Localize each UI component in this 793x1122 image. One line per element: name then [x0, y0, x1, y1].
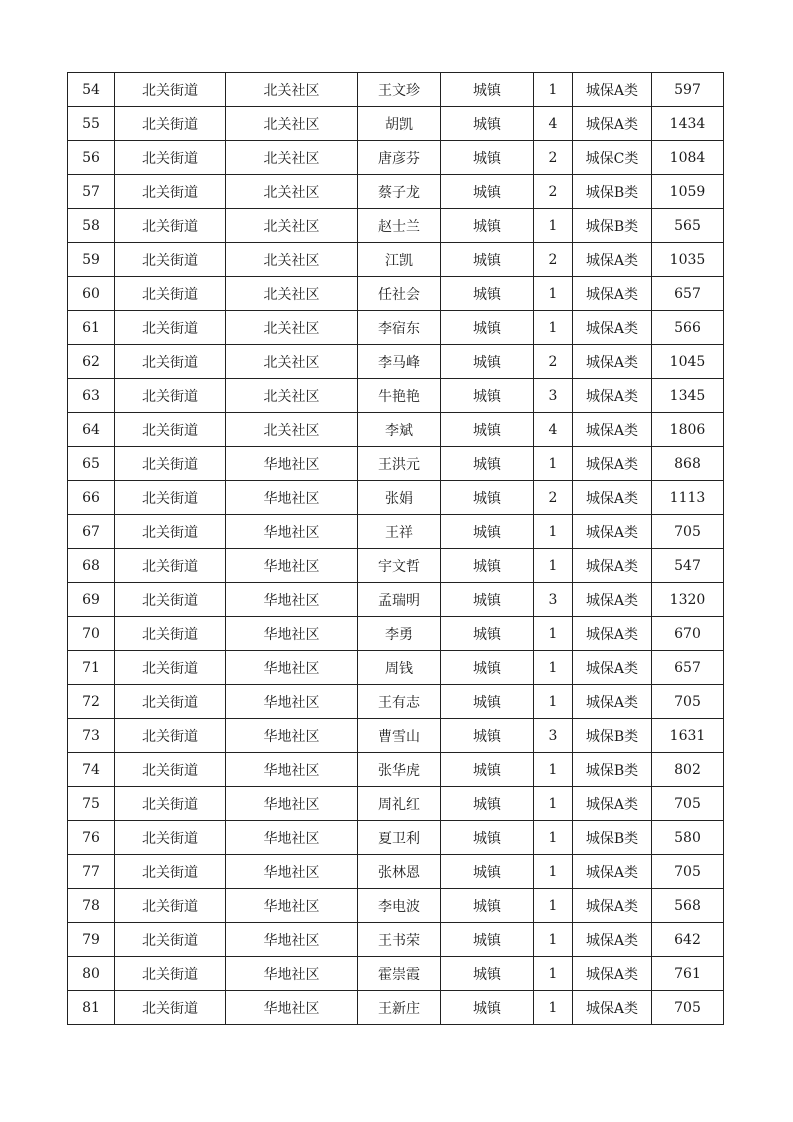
subdistrict-cell: 北关街道 — [115, 583, 226, 617]
subdistrict-cell: 北关街道 — [115, 515, 226, 549]
data-table — [67, 72, 724, 1025]
community-cell: 华地社区 — [226, 855, 358, 889]
area-type-cell: 城镇 — [441, 685, 534, 719]
subdistrict-cell: 北关街道 — [115, 685, 226, 719]
community-cell: 华地社区 — [226, 617, 358, 651]
area-type-cell: 城镇 — [441, 73, 534, 107]
subdistrict-cell: 北关街道 — [115, 175, 226, 209]
name-cell: 蔡子龙 — [358, 175, 441, 209]
subdistrict-cell: 北关街道 — [115, 209, 226, 243]
category-cell: 城保A类 — [573, 73, 652, 107]
area-type-cell: 城镇 — [441, 651, 534, 685]
row-number-cell: 74 — [68, 753, 115, 787]
row-number-cell: 75 — [68, 787, 115, 821]
table-row — [68, 855, 724, 889]
name-cell: 王祥 — [358, 515, 441, 549]
area-type-cell: 城镇 — [441, 889, 534, 923]
amount-cell: 1434 — [652, 107, 724, 141]
subdistrict-cell: 北关街道 — [115, 481, 226, 515]
row-number-cell: 56 — [68, 141, 115, 175]
table-row — [68, 889, 724, 923]
name-cell: 李斌 — [358, 413, 441, 447]
subdistrict-cell: 北关街道 — [115, 753, 226, 787]
household-size-cell: 1 — [534, 787, 573, 821]
table-row — [68, 447, 724, 481]
subdistrict-cell: 北关街道 — [115, 787, 226, 821]
category-cell: 城保B类 — [573, 719, 652, 753]
table-row — [68, 991, 724, 1025]
row-number-cell: 78 — [68, 889, 115, 923]
category-cell: 城保A类 — [573, 481, 652, 515]
subdistrict-cell: 北关街道 — [115, 379, 226, 413]
category-cell: 城保A类 — [573, 583, 652, 617]
row-number-cell: 76 — [68, 821, 115, 855]
area-type-cell: 城镇 — [441, 175, 534, 209]
row-number-cell: 72 — [68, 685, 115, 719]
household-size-cell: 1 — [534, 821, 573, 855]
name-cell: 赵士兰 — [358, 209, 441, 243]
row-number-cell: 65 — [68, 447, 115, 481]
household-size-cell: 1 — [534, 855, 573, 889]
amount-cell: 1631 — [652, 719, 724, 753]
household-size-cell: 1 — [534, 889, 573, 923]
category-cell: 城保A类 — [573, 277, 652, 311]
household-size-cell: 1 — [534, 209, 573, 243]
row-number-cell: 71 — [68, 651, 115, 685]
subdistrict-cell: 北关街道 — [115, 447, 226, 481]
name-cell: 王书荣 — [358, 923, 441, 957]
row-number-cell: 57 — [68, 175, 115, 209]
table-row — [68, 107, 724, 141]
table-row — [68, 311, 724, 345]
community-cell: 华地社区 — [226, 515, 358, 549]
row-number-cell: 58 — [68, 209, 115, 243]
category-cell: 城保A类 — [573, 685, 652, 719]
name-cell: 李马峰 — [358, 345, 441, 379]
amount-cell: 566 — [652, 311, 724, 345]
name-cell: 周钱 — [358, 651, 441, 685]
area-type-cell: 城镇 — [441, 957, 534, 991]
area-type-cell: 城镇 — [441, 923, 534, 957]
category-cell: 城保A类 — [573, 447, 652, 481]
subdistrict-cell: 北关街道 — [115, 923, 226, 957]
row-number-cell: 55 — [68, 107, 115, 141]
amount-cell: 547 — [652, 549, 724, 583]
row-number-cell: 73 — [68, 719, 115, 753]
community-cell: 北关社区 — [226, 175, 358, 209]
area-type-cell: 城镇 — [441, 311, 534, 345]
subdistrict-cell: 北关街道 — [115, 277, 226, 311]
community-cell: 华地社区 — [226, 583, 358, 617]
area-type-cell: 城镇 — [441, 243, 534, 277]
category-cell: 城保B类 — [573, 821, 652, 855]
subdistrict-cell: 北关街道 — [115, 311, 226, 345]
subdistrict-cell: 北关街道 — [115, 651, 226, 685]
row-number-cell: 67 — [68, 515, 115, 549]
name-cell: 宇文哲 — [358, 549, 441, 583]
amount-cell: 705 — [652, 855, 724, 889]
community-cell: 北关社区 — [226, 209, 358, 243]
amount-cell: 705 — [652, 515, 724, 549]
area-type-cell: 城镇 — [441, 753, 534, 787]
household-size-cell: 4 — [534, 413, 573, 447]
category-cell: 城保A类 — [573, 413, 652, 447]
household-size-cell: 2 — [534, 481, 573, 515]
household-size-cell: 3 — [534, 719, 573, 753]
subdistrict-cell: 北关街道 — [115, 821, 226, 855]
amount-cell: 705 — [652, 787, 724, 821]
name-cell: 曹雪山 — [358, 719, 441, 753]
amount-cell: 657 — [652, 277, 724, 311]
row-number-cell: 81 — [68, 991, 115, 1025]
category-cell: 城保A类 — [573, 345, 652, 379]
row-number-cell: 63 — [68, 379, 115, 413]
household-size-cell: 3 — [534, 379, 573, 413]
household-size-cell: 1 — [534, 923, 573, 957]
category-cell: 城保B类 — [573, 753, 652, 787]
household-size-cell: 1 — [534, 515, 573, 549]
amount-cell: 580 — [652, 821, 724, 855]
category-cell: 城保A类 — [573, 243, 652, 277]
category-cell: 城保B类 — [573, 209, 652, 243]
amount-cell: 565 — [652, 209, 724, 243]
table-row — [68, 209, 724, 243]
table-row — [68, 787, 724, 821]
amount-cell: 705 — [652, 685, 724, 719]
row-number-cell: 64 — [68, 413, 115, 447]
category-cell: 城保A类 — [573, 107, 652, 141]
subdistrict-cell: 北关街道 — [115, 617, 226, 651]
area-type-cell: 城镇 — [441, 719, 534, 753]
row-number-cell: 69 — [68, 583, 115, 617]
subdistrict-cell: 北关街道 — [115, 413, 226, 447]
category-cell: 城保B类 — [573, 175, 652, 209]
name-cell: 张华虎 — [358, 753, 441, 787]
area-type-cell: 城镇 — [441, 345, 534, 379]
name-cell: 周礼红 — [358, 787, 441, 821]
table-row — [68, 277, 724, 311]
table-row — [68, 923, 724, 957]
table-row — [68, 345, 724, 379]
household-size-cell: 1 — [534, 73, 573, 107]
row-number-cell: 70 — [68, 617, 115, 651]
household-size-cell: 1 — [534, 617, 573, 651]
row-number-cell: 60 — [68, 277, 115, 311]
household-size-cell: 3 — [534, 583, 573, 617]
table-row — [68, 549, 724, 583]
category-cell: 城保A类 — [573, 379, 652, 413]
amount-cell: 657 — [652, 651, 724, 685]
category-cell: 城保A类 — [573, 617, 652, 651]
community-cell: 华地社区 — [226, 957, 358, 991]
name-cell: 胡凯 — [358, 107, 441, 141]
name-cell: 王洪元 — [358, 447, 441, 481]
name-cell: 王文珍 — [358, 73, 441, 107]
area-type-cell: 城镇 — [441, 141, 534, 175]
amount-cell: 1345 — [652, 379, 724, 413]
household-size-cell: 1 — [534, 651, 573, 685]
table-row — [68, 141, 724, 175]
community-cell: 华地社区 — [226, 923, 358, 957]
category-cell: 城保A类 — [573, 855, 652, 889]
community-cell: 北关社区 — [226, 379, 358, 413]
amount-cell: 1806 — [652, 413, 724, 447]
household-size-cell: 2 — [534, 243, 573, 277]
household-size-cell: 1 — [534, 277, 573, 311]
subdistrict-cell: 北关街道 — [115, 345, 226, 379]
row-number-cell: 80 — [68, 957, 115, 991]
community-cell: 华地社区 — [226, 719, 358, 753]
category-cell: 城保A类 — [573, 515, 652, 549]
community-cell: 华地社区 — [226, 787, 358, 821]
area-type-cell: 城镇 — [441, 107, 534, 141]
table-row — [68, 73, 724, 107]
category-cell: 城保A类 — [573, 651, 652, 685]
row-number-cell: 77 — [68, 855, 115, 889]
community-cell: 北关社区 — [226, 141, 358, 175]
area-type-cell: 城镇 — [441, 617, 534, 651]
table-row — [68, 753, 724, 787]
category-cell: 城保A类 — [573, 957, 652, 991]
amount-cell: 642 — [652, 923, 724, 957]
table-row — [68, 617, 724, 651]
name-cell: 霍崇霞 — [358, 957, 441, 991]
subdistrict-cell: 北关街道 — [115, 549, 226, 583]
community-cell: 北关社区 — [226, 243, 358, 277]
amount-cell: 1084 — [652, 141, 724, 175]
household-size-cell: 1 — [534, 685, 573, 719]
community-cell: 华地社区 — [226, 753, 358, 787]
area-type-cell: 城镇 — [441, 821, 534, 855]
subdistrict-cell: 北关街道 — [115, 719, 226, 753]
area-type-cell: 城镇 — [441, 209, 534, 243]
community-cell: 华地社区 — [226, 481, 358, 515]
subdistrict-cell: 北关街道 — [115, 889, 226, 923]
amount-cell: 568 — [652, 889, 724, 923]
area-type-cell: 城镇 — [441, 855, 534, 889]
household-size-cell: 4 — [534, 107, 573, 141]
household-size-cell: 2 — [534, 141, 573, 175]
category-cell: 城保A类 — [573, 549, 652, 583]
name-cell: 李宿东 — [358, 311, 441, 345]
community-cell: 北关社区 — [226, 277, 358, 311]
amount-cell: 868 — [652, 447, 724, 481]
table-row — [68, 379, 724, 413]
amount-cell: 1113 — [652, 481, 724, 515]
amount-cell: 761 — [652, 957, 724, 991]
household-size-cell: 1 — [534, 447, 573, 481]
category-cell: 城保A类 — [573, 923, 652, 957]
row-number-cell: 62 — [68, 345, 115, 379]
community-cell: 华地社区 — [226, 991, 358, 1025]
table-row — [68, 651, 724, 685]
community-cell: 华地社区 — [226, 889, 358, 923]
row-number-cell: 54 — [68, 73, 115, 107]
household-size-cell: 1 — [534, 991, 573, 1025]
name-cell: 王新庄 — [358, 991, 441, 1025]
area-type-cell: 城镇 — [441, 583, 534, 617]
table-row — [68, 243, 724, 277]
community-cell: 华地社区 — [226, 821, 358, 855]
category-cell: 城保A类 — [573, 311, 652, 345]
table-row — [68, 413, 724, 447]
area-type-cell: 城镇 — [441, 549, 534, 583]
area-type-cell: 城镇 — [441, 413, 534, 447]
community-cell: 华地社区 — [226, 447, 358, 481]
name-cell: 任社会 — [358, 277, 441, 311]
amount-cell: 705 — [652, 991, 724, 1025]
table-row — [68, 481, 724, 515]
community-cell: 北关社区 — [226, 413, 358, 447]
subdistrict-cell: 北关街道 — [115, 855, 226, 889]
subdistrict-cell: 北关街道 — [115, 243, 226, 277]
category-cell: 城保A类 — [573, 787, 652, 821]
table-row — [68, 957, 724, 991]
name-cell: 李电波 — [358, 889, 441, 923]
row-number-cell: 61 — [68, 311, 115, 345]
name-cell: 张林恩 — [358, 855, 441, 889]
name-cell: 夏卫利 — [358, 821, 441, 855]
area-type-cell: 城镇 — [441, 787, 534, 821]
household-size-cell: 1 — [534, 753, 573, 787]
amount-cell: 802 — [652, 753, 724, 787]
subdistrict-cell: 北关街道 — [115, 107, 226, 141]
community-cell: 北关社区 — [226, 107, 358, 141]
household-size-cell: 2 — [534, 175, 573, 209]
area-type-cell: 城镇 — [441, 991, 534, 1025]
table-row — [68, 719, 724, 753]
row-number-cell: 66 — [68, 481, 115, 515]
subdistrict-cell: 北关街道 — [115, 957, 226, 991]
table-row — [68, 821, 724, 855]
table-row — [68, 685, 724, 719]
area-type-cell: 城镇 — [441, 447, 534, 481]
household-size-cell: 1 — [534, 549, 573, 583]
amount-cell: 1035 — [652, 243, 724, 277]
name-cell: 王有志 — [358, 685, 441, 719]
amount-cell: 1045 — [652, 345, 724, 379]
category-cell: 城保C类 — [573, 141, 652, 175]
community-cell: 华地社区 — [226, 651, 358, 685]
table-row — [68, 515, 724, 549]
community-cell: 北关社区 — [226, 73, 358, 107]
table-row — [68, 175, 724, 209]
amount-cell: 1320 — [652, 583, 724, 617]
row-number-cell: 79 — [68, 923, 115, 957]
name-cell: 唐彦芬 — [358, 141, 441, 175]
name-cell: 孟瑞明 — [358, 583, 441, 617]
subdistrict-cell: 北关街道 — [115, 73, 226, 107]
subdistrict-cell: 北关街道 — [115, 141, 226, 175]
amount-cell: 670 — [652, 617, 724, 651]
row-number-cell: 68 — [68, 549, 115, 583]
row-number-cell: 59 — [68, 243, 115, 277]
name-cell: 江凯 — [358, 243, 441, 277]
area-type-cell: 城镇 — [441, 379, 534, 413]
table-body — [68, 73, 724, 1025]
subdistrict-cell: 北关街道 — [115, 991, 226, 1025]
community-cell: 华地社区 — [226, 685, 358, 719]
community-cell: 北关社区 — [226, 345, 358, 379]
community-cell: 华地社区 — [226, 549, 358, 583]
household-size-cell: 1 — [534, 957, 573, 991]
household-size-cell: 1 — [534, 311, 573, 345]
area-type-cell: 城镇 — [441, 515, 534, 549]
name-cell: 李勇 — [358, 617, 441, 651]
name-cell: 张娟 — [358, 481, 441, 515]
area-type-cell: 城镇 — [441, 277, 534, 311]
category-cell: 城保A类 — [573, 889, 652, 923]
table-row — [68, 583, 724, 617]
amount-cell: 597 — [652, 73, 724, 107]
community-cell: 北关社区 — [226, 311, 358, 345]
category-cell: 城保A类 — [573, 991, 652, 1025]
amount-cell: 1059 — [652, 175, 724, 209]
area-type-cell: 城镇 — [441, 481, 534, 515]
household-size-cell: 2 — [534, 345, 573, 379]
name-cell: 牛艳艳 — [358, 379, 441, 413]
